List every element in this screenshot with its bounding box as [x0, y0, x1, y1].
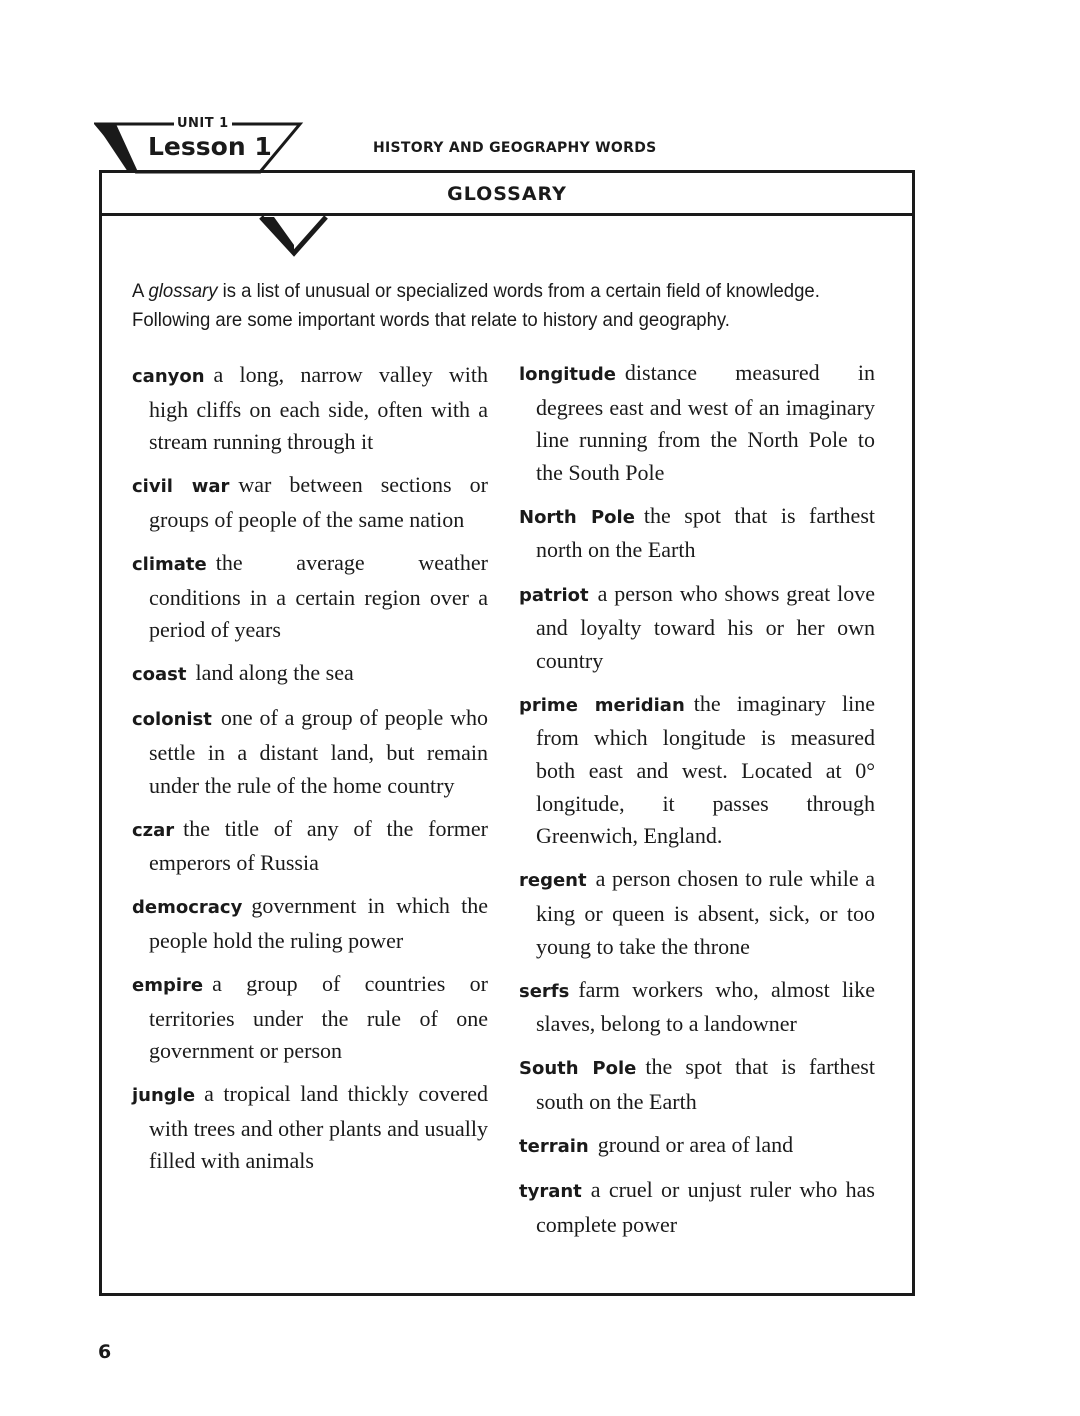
entry-definition: a group of countries or territories under the rule of one government or person [149, 971, 488, 1064]
right-column [519, 357, 875, 1252]
entry-definition: a cruel or unjust ruler who has complete power [536, 1177, 875, 1237]
entry-definition: the spot that is farthest south on the Earth [536, 1054, 875, 1114]
entry-definition: a tropical land thickly covered with trees and other plants and usually filled with animals [149, 1081, 488, 1174]
glossary-entry [132, 1078, 488, 1178]
entry-definition: a person who shows great love and loyalty toward his or her own country [536, 580, 875, 673]
entry-term: patriot [519, 584, 589, 606]
glossary-entry [519, 688, 875, 853]
entry-term: serfs [519, 980, 570, 1002]
glossary-entry [132, 547, 488, 647]
entry-term: North Pole [519, 506, 635, 528]
entry-term: prime meridian [519, 694, 685, 716]
entry-definition: one of a group of people who settle in a distant land, but remain under the rule of the home country [149, 705, 488, 798]
glossary-entry [519, 578, 875, 678]
intro-paragraph [132, 277, 864, 335]
intro-text-rest: is a list of unusual or specialized words from a certain field of knowledge. Following are some important words that relate to history and geography. [132, 280, 820, 331]
glossary-entry [132, 359, 488, 459]
entry-term: South Pole [519, 1058, 637, 1080]
entry-definition: ground or area of land [597, 1131, 794, 1157]
entry-term: jungle [132, 1085, 196, 1107]
entry-term: longitude [519, 364, 616, 385]
lesson-title: Lesson 1 [148, 132, 272, 161]
entry-definition: farm workers who, almost like slaves, belong to a landowner [536, 976, 875, 1037]
entry-definition: the title of any of the former emperors of Russia [149, 815, 488, 876]
down-triangle-icon [258, 215, 328, 257]
intro-italic-term: glossary [148, 280, 218, 302]
entry-term: colonist [132, 709, 212, 731]
page-number: 6 [98, 1341, 112, 1363]
lesson-banner [94, 114, 304, 174]
glossary-entry [519, 863, 875, 963]
glossary-entry [519, 500, 875, 567]
entry-definition: the imaginary line from which longitude is measured both east and west. Located at 0° longitude, it passes through Greenwich, England. [536, 690, 875, 849]
glossary-entry [519, 1174, 875, 1241]
glossary-entry [132, 813, 488, 880]
entry-term: terrain [519, 1135, 589, 1157]
entry-term: regent [519, 870, 587, 892]
glossary-entry [132, 657, 488, 692]
glossary-entry [132, 968, 488, 1068]
entry-definition: the average weather conditions in a certain region over a period of years [149, 549, 488, 643]
entry-term: czar [132, 819, 175, 841]
entry-term: empire [132, 975, 204, 996]
entry-definition: land along the sea [195, 660, 354, 686]
glossary-title: GLOSSARY [102, 173, 912, 216]
glossary-entry [132, 702, 488, 802]
section-title: HISTORY AND GEOGRAPHY WORDS [373, 140, 657, 156]
glossary-entry [132, 469, 488, 536]
entry-definition: government in which the people hold the ruling power [149, 893, 488, 953]
entry-term: civil war [132, 476, 230, 498]
entry-definition: distance measured in degrees east and west of an imaginary line running from the North Pole to the South Pole [536, 360, 875, 485]
entry-definition: the spot that is farthest north on the Earth [536, 502, 875, 563]
glossary-entry [519, 974, 875, 1041]
left-column [132, 359, 488, 1189]
glossary-box [99, 170, 915, 1296]
entry-term: tyrant [519, 1181, 582, 1203]
entry-term: canyon [132, 366, 205, 387]
glossary-entry [519, 1129, 875, 1164]
entry-definition: a person chosen to rule while a king or queen is absent, sick, or too young to take the throne [536, 866, 875, 959]
entry-term: coast [132, 664, 187, 686]
glossary-entry [132, 890, 488, 957]
entry-definition: war between sections or groups of people of the same nation [149, 472, 488, 532]
entry-definition: a long, narrow valley with high cliffs on each side, often with a stream running through it [149, 362, 488, 455]
glossary-entry [519, 357, 875, 489]
intro-text-start: A [132, 280, 149, 302]
glossary-entry [519, 1051, 875, 1118]
entry-term: climate [132, 553, 207, 575]
unit-label: UNIT 1 [174, 116, 232, 131]
entry-term: democracy [132, 897, 243, 919]
